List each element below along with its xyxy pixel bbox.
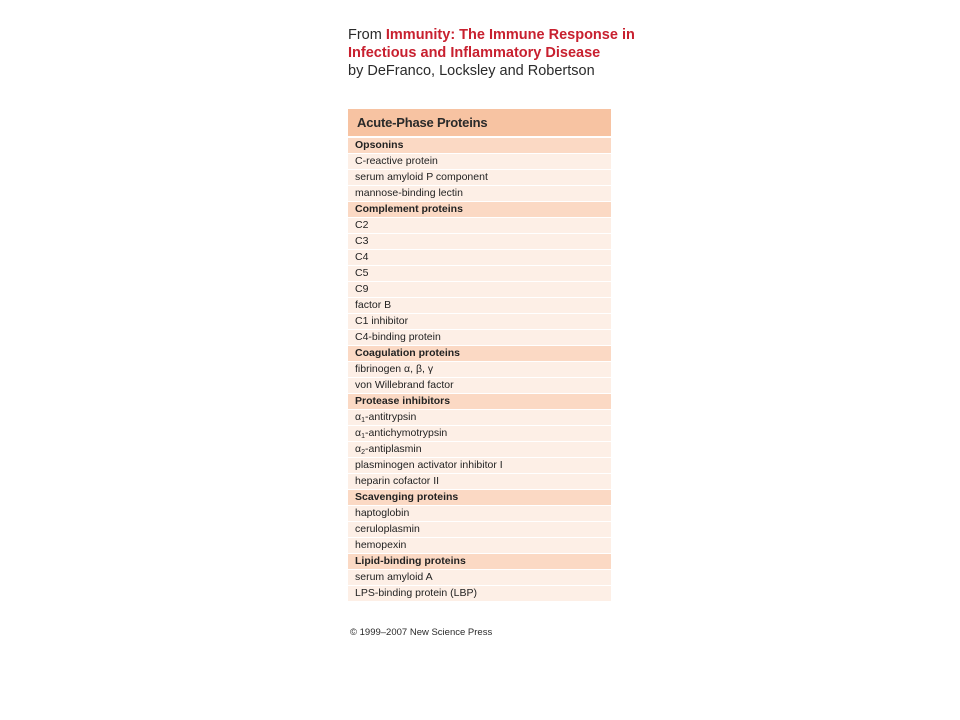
protein-row: C1 inhibitor	[348, 314, 611, 330]
protein-row: C3	[348, 234, 611, 250]
category-row: Coagulation proteins	[348, 346, 611, 362]
category-row: Protease inhibitors	[348, 394, 611, 410]
category-row: Opsonins	[348, 138, 611, 154]
protein-row: fibrinogen α, β, γ	[348, 362, 611, 378]
category-row: Scavenging proteins	[348, 490, 611, 506]
protein-row: C2	[348, 218, 611, 234]
protein-name: -antitrypsin	[364, 411, 417, 423]
protein-row: ceruloplasmin	[348, 522, 611, 538]
protein-row	[348, 426, 611, 442]
protein-row: heparin cofactor II	[348, 474, 611, 490]
book-authors: by DeFranco, Locksley and Robertson	[348, 63, 595, 79]
protein-row: C4	[348, 250, 611, 266]
protein-row: haptoglobin	[348, 506, 611, 522]
heading-from: From	[348, 27, 382, 43]
subscript: 1	[361, 417, 365, 424]
protein-name: -antiplasmin	[364, 443, 422, 455]
copyright-notice: © 1999–2007 New Science Press	[350, 627, 493, 638]
protein-row: von Willebrand factor	[348, 378, 611, 394]
heading-line-1	[348, 26, 648, 44]
greek-prefix: α	[355, 427, 362, 439]
subscript: 1	[361, 433, 365, 440]
protein-row: serum amyloid P component	[348, 170, 611, 186]
protein-row: C5	[348, 266, 611, 282]
source-heading	[348, 26, 648, 80]
protein-row: C-reactive protein	[348, 154, 611, 170]
protein-row: serum amyloid A	[348, 570, 611, 586]
protein-name: -antichymotrypsin	[364, 427, 448, 439]
protein-row: C9	[348, 282, 611, 298]
acute-phase-proteins-table	[348, 109, 611, 602]
subscript: 2	[361, 449, 365, 456]
protein-row: LPS-binding protein (LBP)	[348, 586, 611, 602]
protein-row: plasminogen activator inhibitor I	[348, 458, 611, 474]
book-title-line-2: Infectious and Inflammatory Disease	[348, 45, 601, 61]
book-title-line-1: Immunity: The Immune Response in	[385, 27, 635, 43]
category-row: Complement proteins	[348, 202, 611, 218]
category-row: Lipid-binding proteins	[348, 554, 611, 570]
greek-prefix: α	[355, 443, 362, 455]
protein-row	[348, 442, 611, 458]
protein-row: factor B	[348, 298, 611, 314]
protein-row: hemopexin	[348, 538, 611, 554]
table-title: Acute-Phase Proteins	[348, 109, 611, 138]
greek-prefix: α	[355, 411, 362, 423]
protein-row	[348, 410, 611, 426]
protein-row: mannose-binding lectin	[348, 186, 611, 202]
protein-row: C4-binding protein	[348, 330, 611, 346]
